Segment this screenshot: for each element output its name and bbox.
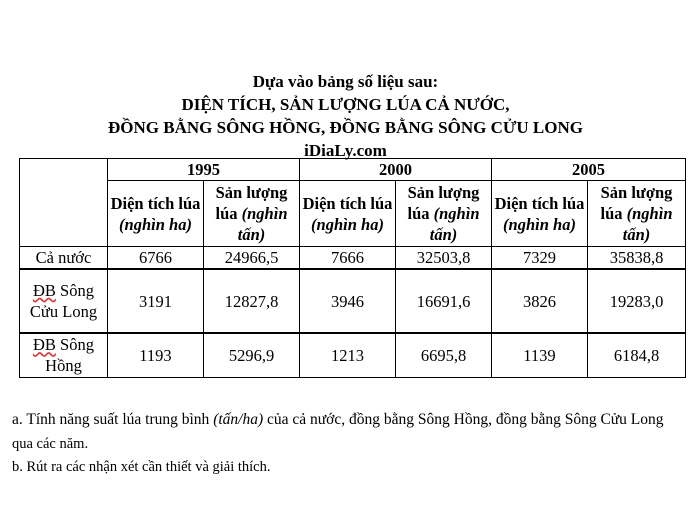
table-cell: 1193 [108, 333, 204, 377]
year-header-2000: 2000 [300, 159, 492, 181]
question-b: b. Rút ra các nhận xét cần thiết và giải thích. [12, 459, 271, 475]
col-header-area: Diện tích lúa (nghìn ha) [108, 181, 204, 247]
question-a: a. Tính năng suất lúa trung bình (tấn/ha) của cả nước, đồng bằng Sông Hồng, đồng bằng Sông Cửu Long qua các năm. [12, 411, 664, 452]
table-cell: 6766 [108, 247, 204, 270]
heading [0, 70, 691, 162]
col-header-area: Diện tích lúa (nghìn ha) [492, 181, 588, 247]
table-cell: 19283,0 [588, 269, 686, 333]
table-cell: 7666 [300, 247, 396, 270]
table-cell: 7329 [492, 247, 588, 270]
table-cell: 32503,8 [396, 247, 492, 270]
questions [12, 408, 682, 479]
rice-data-table [19, 158, 686, 378]
corner-cell [20, 159, 108, 247]
table-cell: 3826 [492, 269, 588, 333]
table-cell: 16691,6 [396, 269, 492, 333]
year-header-2005: 2005 [492, 159, 686, 181]
table-cell: 3946 [300, 269, 396, 333]
table-title-line2: ĐỒNG BẰNG SÔNG HỒNG, ĐỒNG BẰNG SÔNG CỬU LONG [108, 118, 583, 137]
table-cell: 6184,8 [588, 333, 686, 377]
table-cell: 12827,8 [204, 269, 300, 333]
table-cell: 5296,9 [204, 333, 300, 377]
table-cell: 24966,5 [204, 247, 300, 270]
col-header-output: Sản lượng lúa (nghìn tấn) [396, 181, 492, 247]
table-cell: 1139 [492, 333, 588, 377]
table-cell: 3191 [108, 269, 204, 333]
table-cell: 6695,8 [396, 333, 492, 377]
row-label-song-cuu-long: ĐB Sông Cửu Long [20, 269, 108, 333]
table-cell: 35838,8 [588, 247, 686, 270]
row-label-song-hong: ĐB Sông Hồng [20, 333, 108, 377]
site-name: iDiaLy.com [304, 141, 387, 160]
table-title-line1: DIỆN TÍCH, SẢN LƯỢNG LÚA CẢ NƯỚC, [181, 95, 510, 114]
year-header-1995: 1995 [108, 159, 300, 181]
row-label-ca-nuoc: Cả nước [20, 247, 108, 270]
table-cell: 1213 [300, 333, 396, 377]
col-header-area: Diện tích lúa (nghìn ha) [300, 181, 396, 247]
col-header-output: Sản lượng lúa (nghìn tấn) [588, 181, 686, 247]
col-header-output: Sản lượng lúa (nghìn tấn) [204, 181, 300, 247]
intro-text: Dựa vào bảng số liệu sau: [252, 72, 439, 91]
